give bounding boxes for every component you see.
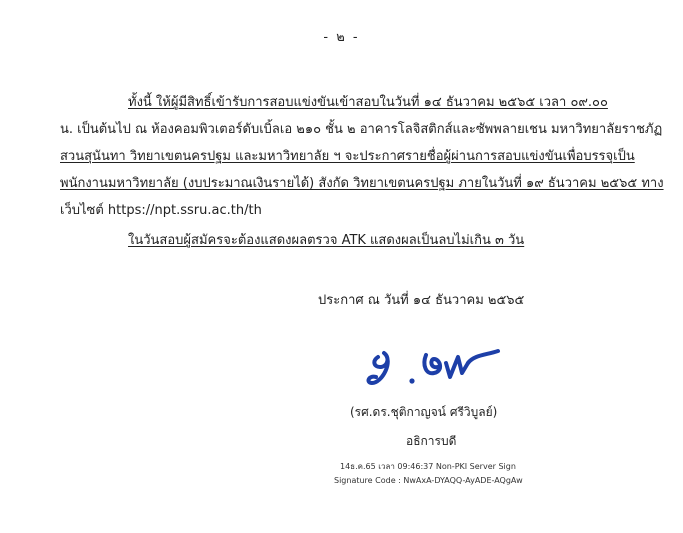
signer-title: อธิการบดี <box>406 434 457 448</box>
body-line-1 <box>128 94 608 112</box>
body-line-2-text: น. เป็นต้นไป ณ ห้องคอมพิวเตอร์ดับเบิ้ลเอ ๒๑๐ ชั้น ๒ อาคารโลจิสติกส์และซัพพลายเชน มหาวิทยาลัยราชภัฏ <box>60 122 663 137</box>
body-line-3 <box>60 148 635 166</box>
page-number: - ๒ - <box>323 30 360 45</box>
handwritten-signature <box>364 343 504 395</box>
body-line-4 <box>60 175 664 193</box>
signature-timestamp: 14ธ.ค.65 เวลา 09:46:37 Non-PKI Server Sign <box>340 462 516 471</box>
signature-code: Signature Code : NwAxA-DYAQQ-AyADE-AQgAw <box>334 476 523 485</box>
body-line-4-text: พนักงานมหาวิทยาลัย (งบประมาณเงินรายได้) สังกัด วิทยาเขตนครปฐม ภายในวันที่ ๑๙ ธันวาคม ๒๕๖๕ ทาง <box>60 176 664 191</box>
body-line-3-text: สวนสุนันทา วิทยาเขตนครปฐม และมหาวิทยาลัย ฯ จะประกาศรายชื่อผู้ผ่านการสอบแข่งขันเพื่อบรรจุเป็น <box>60 149 635 164</box>
announce-date: ประกาศ ณ วันที่ ๑๔ ธันวาคม ๒๕๖๕ <box>318 293 525 308</box>
atk-note-text: ในวันสอบผู้สมัครจะต้องแสดงผลตรวจ ATK แสดงผลเป็นลบไม่เกิน ๓ วัน <box>128 233 525 248</box>
body-line-5 <box>60 202 262 220</box>
body-line-1-text: ทั้งนี้ ให้ผู้มีสิทธิ์เข้ารับการสอบแข่งขันเข้าสอบในวันที่ ๑๔ ธันวาคม ๒๕๖๕ เวลา ๐๙.๐๐ <box>128 95 608 110</box>
atk-note-line <box>128 232 524 250</box>
website-url-text: เว็บไซต์ https://npt.ssru.ac.th/th <box>60 203 262 218</box>
signer-name: (รศ.ดร.ชุติกาญจน์ ศรีวิบูลย์) <box>350 405 498 419</box>
body-line-2 <box>60 121 662 139</box>
